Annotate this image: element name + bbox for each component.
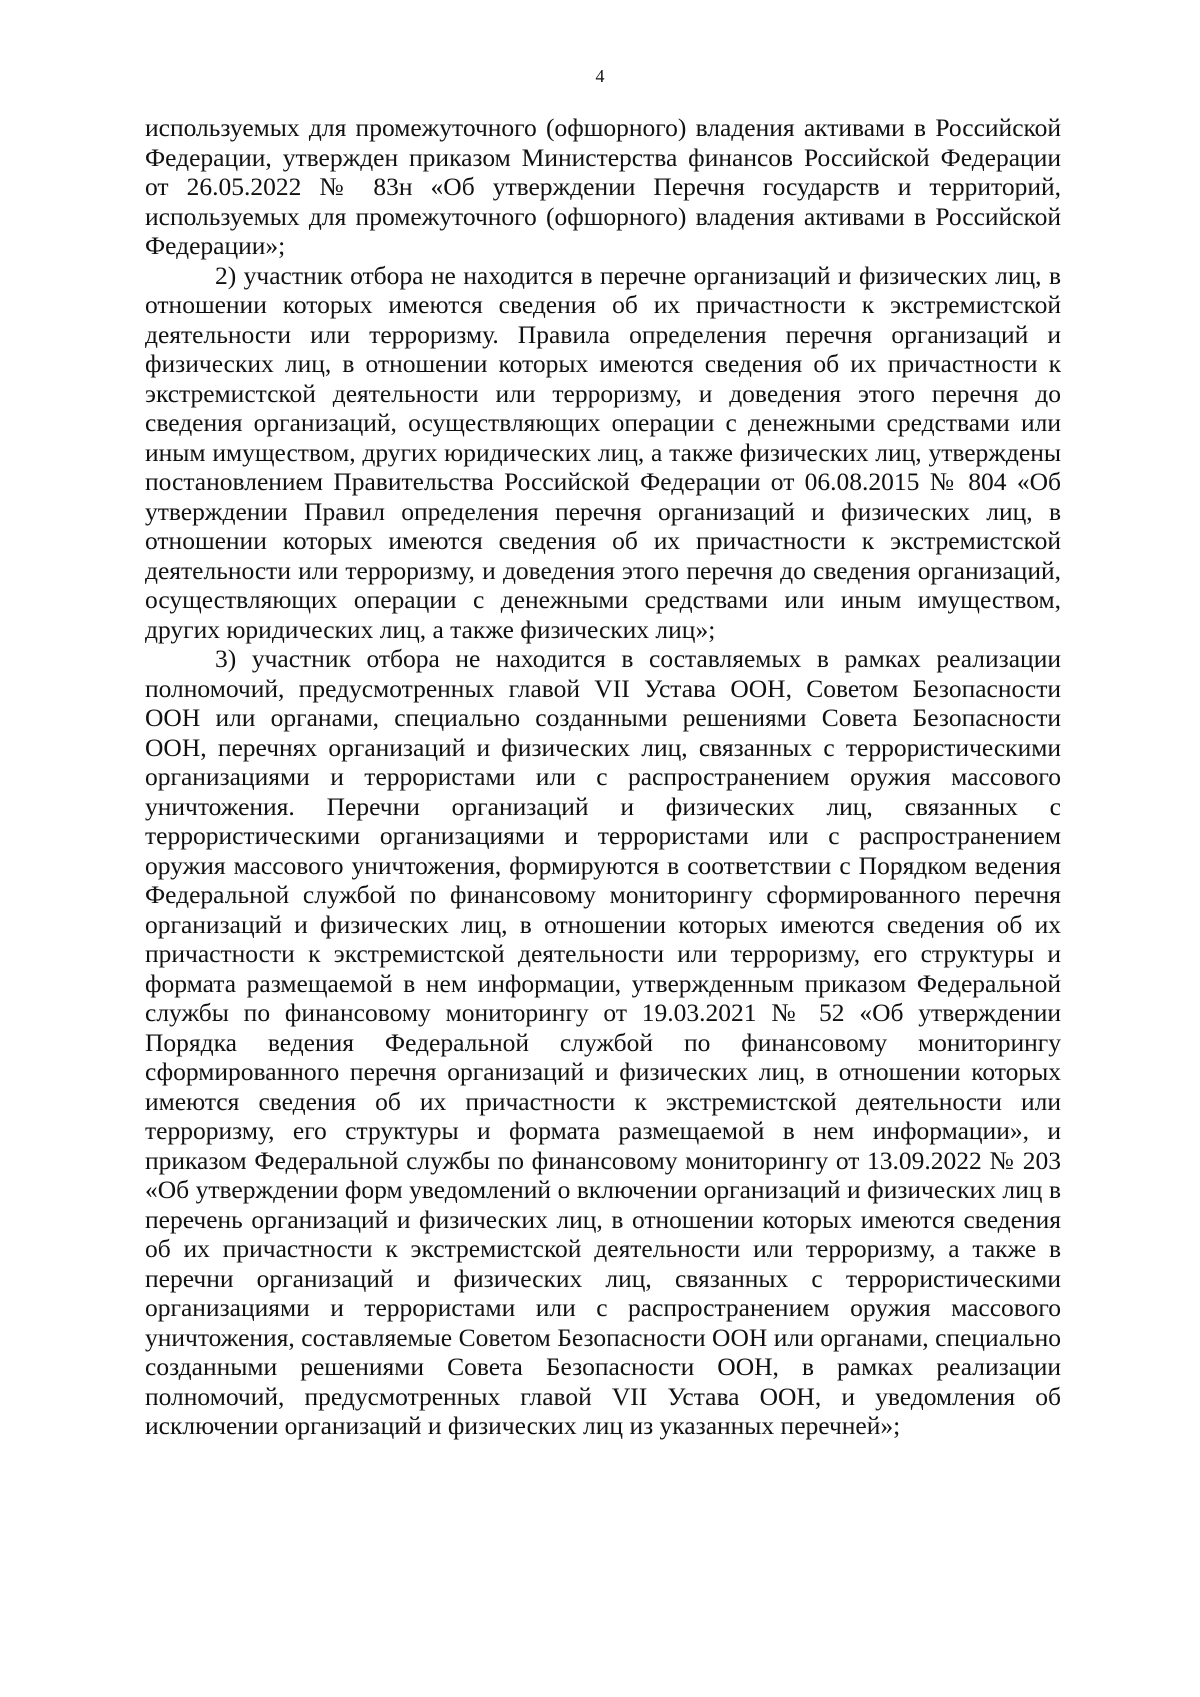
page-number: 4: [595, 66, 605, 86]
paragraph-continuation: используемых для промежуточного (офшорного) владения активами в Российской Федерации, утвержден приказом Министерства финансов Российской Федерации от 26.05.2022 № 83н «Об утверждении Перечня государств и территорий, используемых для промежуточного (офшорного) владения активами в Российской Федерации»;: [145, 113, 1061, 260]
paragraph-item-3: 3) участник отбора не находится в составляемых в рамках реализации полномочий, предусмотренных главой VII Устава ООН, Советом Безопасности ООН или органами, специально созданными решениями Совета Безопасности ООН, перечнях организаций и физических лиц, связанных с террористическими организациями и террористами или с распространением оружия массового уничтожения. Перечни организаций и физических лиц, связанных с террористическими организациями и террористами или с распространением оружия массового уничтожения, формируются в соответствии с Порядком ведения Федеральной службой по финансовому мониторингу сформированного перечня организаций и физических лиц, в отношении которых имеются сведения об их причастности к экстремистской деятельности или терроризму, его структуры и формата размещаемой в нем информации, утвержденным приказом Федеральной службы по финансовому мониторингу от 19.03.2021 № 52 «Об утверждении Порядка ведения Федеральной службой по финансовому мониторингу сформированного перечня организаций и физических лиц, в отношении которых имеются сведения об их причастности к экстремистской деятельности или терроризму, его структуры и формата размещаемой в нем информации», и приказом Федеральной службы по финансовому мониторингу от 13.09.2022 № 203 «Об утверждении форм уведомлений о включении организаций и физических лиц в перечень организаций и физических лиц, в отношении которых имеются сведения об их причастности к экстремистской деятельности или терроризму, а также в перечни организаций и физических лиц, связанных с террористическими организациями и террористами или с распространением оружия массового уничтожения, составляемые Советом Безопасности ООН или органами, специально созданными решениями Совета Безопасности ООН, в рамках реализации полномочий, предусмотренных главой VII Устава ООН, и уведомления об исключении организаций и физических лиц из указанных перечней»;: [145, 644, 1061, 1440]
document-body: [145, 113, 1061, 1441]
paragraph-item-2: 2) участник отбора не находится в перечне организаций и физических лиц, в отношении которых имеются сведения об их причастности к экстремистской деятельности или терроризму. Правила определения перечня организаций и физических лиц, в отношении которых имеются сведения об их причастности к экстремистской деятельности или терроризму, и доведения этого перечня до сведения организаций, осуществляющих операции с денежными средствами или иным имуществом, других юридических лиц, а также физических лиц, утверждены постановлением Правительства Российской Федерации от 06.08.2015 № 804 «Об утверждении Правил определения перечня организаций и физических лиц, в отношении которых имеются сведения об их причастности к экстремистской деятельности или терроризму, и доведения этого перечня до сведения организаций, осуществляющих операции с денежными средствами или иным имуществом, других юридических лиц, а также физических лиц»;: [145, 260, 1061, 644]
